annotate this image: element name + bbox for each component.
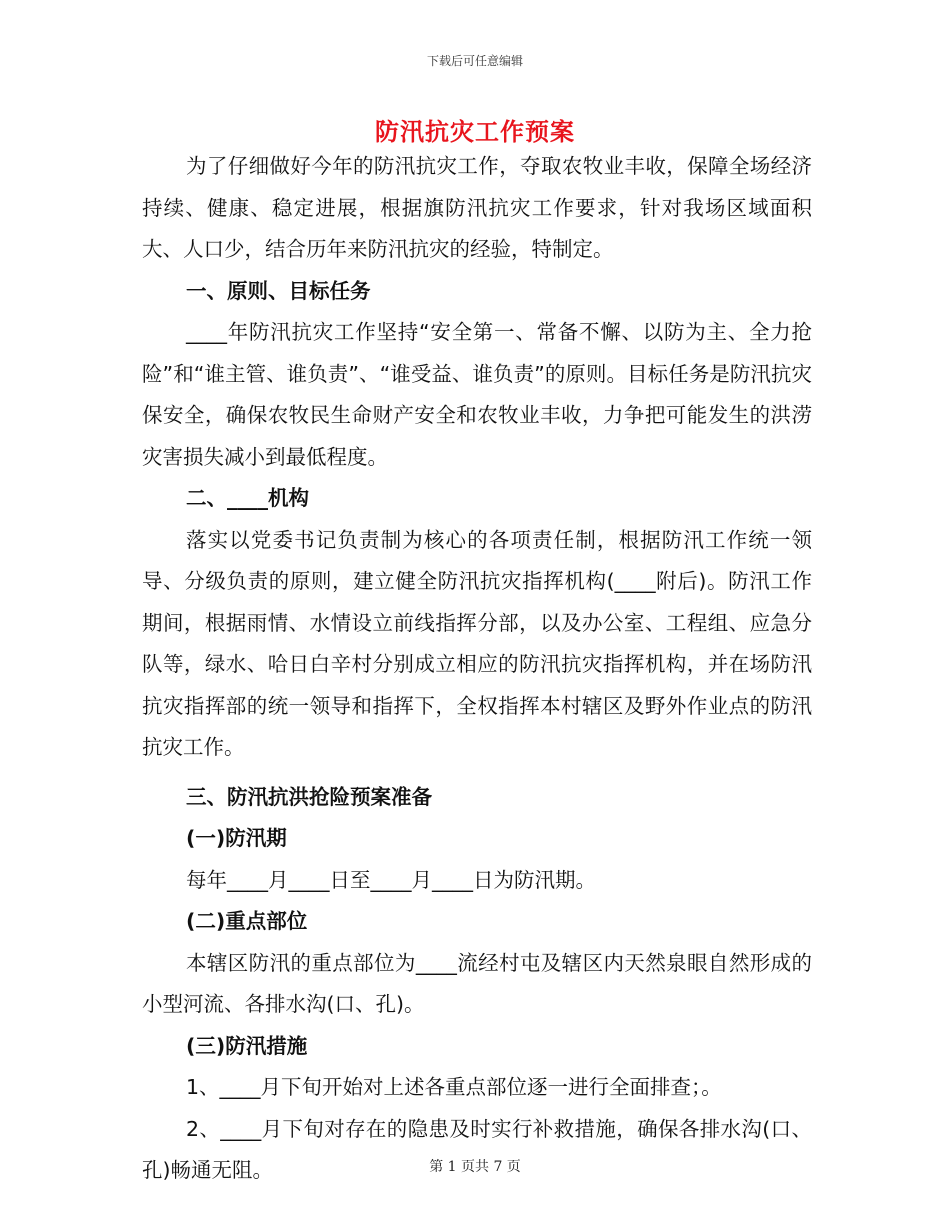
page-footer: 第 1 页共 7 页 — [429, 1159, 521, 1175]
subsection3-heading: (三)防汛措施 — [186, 1033, 308, 1058]
measure-item-2: 2、____月下旬对存在的隐患及时实行补救措施，确保各排水沟(口、孔)畅通无阻。 — [142, 1116, 812, 1182]
subsection2-paragraph: 本辖区防汛的重点部位为____流经村屯及辖区内天然泉眼自然形成的小型河流、各排水沟(口、孔)。 — [142, 950, 812, 1016]
subsection1-paragraph: 每年____月____日至____月____日为防汛期。 — [186, 867, 596, 892]
section3-heading: 三、防汛抗洪抢险预案准备 — [186, 784, 432, 809]
page-header: 下载后可任意编辑 — [426, 54, 523, 68]
section2-paragraph: 落实以党委书记负责制为核心的各项责任制，根据防汛工作统一领导、分级负责的原则，建立健全防汛抗灾指挥机构(____附后)。防汛工作期间，根据雨情、水情设立前线指挥分部，以及办公室、工程组、应急分队等，绿水、哈日白辛村分别成立相应的防汛抗灾指挥机构，并在场防汛抗灾指挥部的统一领导和指挥下，全权指挥本村辖区及野外作业点的防汛抗灾工作。 — [142, 527, 812, 759]
section1-heading: 一、原则、目标任务 — [186, 278, 371, 303]
measure-item-1: 1、____月下旬开始对上述各重点部位逐一进行全面排查；。 — [186, 1075, 722, 1099]
section1-paragraph: ____年防汛抗灾工作坚持“安全第一、常备不懈、以防为主、全力抢险”和“谁主管、谁负责”、“谁受益、谁负责”的原则。目标任务是防汛抗灾保安全，确保农牧民生命财产安全和农牧业丰收，力争把可能发生的洪涝灾害损失减小到最低程度。 — [142, 320, 812, 469]
subsection2-heading: (二)重点部位 — [186, 909, 308, 933]
intro-paragraph: 为了仔细做好今年的防汛抗灾工作，夺取农牧业丰收，保障全场经济持续、健康、稳定进展，根据旗防汛抗灾工作要求，针对我场区域面积大、人口少，结合历年来防汛抗灾的经验，特制定。 — [142, 154, 812, 261]
document-title: 防汛抗灾工作预案 — [375, 118, 575, 146]
subsection1-heading: (一)防汛期 — [186, 826, 287, 850]
section2-heading: 二、____机构 — [186, 486, 309, 510]
document-body — [142, 146, 812, 1192]
